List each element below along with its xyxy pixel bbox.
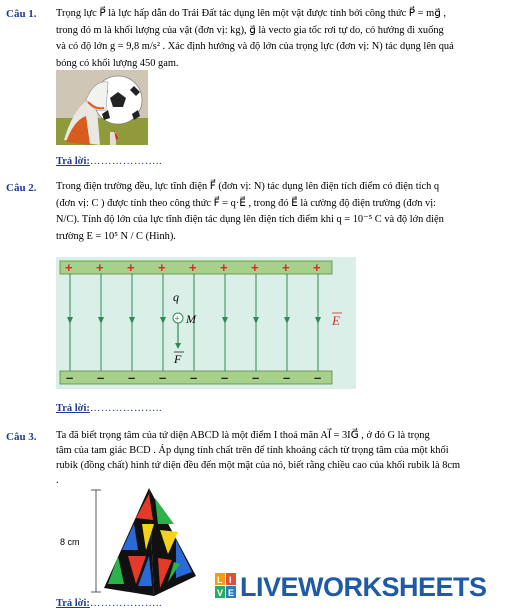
- question-2-line-4: trường E = 10⁵ N / C (Hình).: [56, 230, 176, 242]
- answer-label: Trả lời:: [56, 598, 90, 609]
- svg-text:V: V: [217, 588, 223, 598]
- liveworksheets-mark-icon: [215, 573, 237, 606]
- question-1-text: [56, 6, 518, 72]
- question-3-answer: [56, 598, 162, 609]
- svg-text:–: –: [66, 370, 74, 385]
- question-2-text: [56, 179, 518, 245]
- svg-text:+: +: [251, 260, 259, 275]
- question-2-line-1: Trong điện trường đều, lực tĩnh điện F⃗ (đơn vị: N) tác dụng lên điện tích điểm có điện tích q: [56, 181, 440, 192]
- height-label: 8 cm: [60, 537, 80, 547]
- answer-label: Trả lời:: [56, 156, 90, 167]
- question-2-line-2: (đơn vị: C ) được tính theo công thức F⃗ = q·E⃗ , trong đó E⃗ là cường độ điện trường (đơn vị:: [56, 197, 436, 209]
- electric-field-figure: [56, 257, 356, 389]
- svg-text:–: –: [97, 370, 105, 385]
- question-3-label: Câu 3.: [6, 431, 37, 443]
- svg-text:+: +: [220, 260, 228, 275]
- svg-text:–: –: [190, 370, 198, 385]
- goalkeeper-ball-photo: [56, 70, 148, 145]
- svg-text:+: +: [127, 260, 135, 275]
- svg-text:–: –: [314, 370, 322, 385]
- svg-text:–: –: [221, 370, 229, 385]
- question-3-line-1: Ta đã biết trọng tâm của tứ diện ABCD là một điểm I thoả mãn AI⃗ = 3IG⃗ , ở đó G là trọng: [56, 430, 430, 441]
- question-3-line-4: .: [56, 475, 59, 486]
- answer-blank[interactable]: ………………..: [89, 598, 163, 609]
- question-3-line-2: tâm của tam giác BCD . Áp dụng tính chất trên để tính khoảng cách từ trọng tâm của một khối: [56, 445, 449, 456]
- svg-text:+: +: [313, 260, 321, 275]
- svg-text:+: +: [282, 260, 290, 275]
- field-label: E: [332, 313, 340, 328]
- svg-text:–: –: [283, 370, 291, 385]
- charge-label: q: [173, 290, 179, 304]
- svg-text:+: +: [96, 260, 104, 275]
- question-1-line-3: và có độ lớn g = 9,8 m/s² . Xác định hướng và độ lớn của trọng lực (đơn vị: N) tác dụng lên quả: [56, 41, 454, 52]
- question-3-line-3: rubik (đồng chất) hình tứ diện đều đến một mặt của nó, biết rằng chiều cao của khối rubik là 8cm: [56, 460, 461, 471]
- svg-text:+: +: [189, 260, 197, 275]
- svg-text:–: –: [252, 370, 260, 385]
- answer-blank[interactable]: ………………..: [89, 403, 163, 414]
- question-2-line-3: N/C). Tính độ lớn của lực tĩnh điện tác dụng lên điện tích điểm khi q = 10⁻⁵ C và độ lớn điện: [56, 214, 444, 225]
- svg-text:+: +: [174, 313, 180, 324]
- svg-text:E: E: [228, 588, 234, 598]
- question-1-line-2: trong đó m là khối lượng của vật (đơn vị: kg), g⃗ là vecto gia tốc rơi tự do, có hướng đi xuống: [56, 24, 444, 36]
- force-label: F: [174, 352, 182, 366]
- svg-text:L: L: [217, 575, 222, 585]
- svg-text:+: +: [158, 260, 166, 275]
- point-label: M: [186, 312, 196, 326]
- question-1-label: Câu 1.: [6, 8, 37, 20]
- answer-label: Trả lời:: [56, 403, 90, 414]
- rubik-pyramid-image: [56, 480, 206, 598]
- question-2-answer: [56, 403, 162, 414]
- svg-text:–: –: [159, 370, 167, 385]
- liveworksheets-logo: [215, 572, 487, 606]
- question-1-line-1: Trọng lực P⃗ là lực hấp dẫn do Trái Đất tác dụng lên một vật được tính bởi công thức P⃗ = mg⃗ ,: [56, 8, 446, 19]
- svg-text:I: I: [229, 575, 232, 585]
- question-2-label: Câu 2.: [6, 182, 37, 194]
- brand-text: LIVEWORKSHEETS: [240, 572, 487, 602]
- question-1-answer: [56, 156, 162, 167]
- svg-text:–: –: [128, 370, 136, 385]
- question-3-text: [56, 428, 518, 488]
- question-1-line-4: bóng có khối lượng 450 gam.: [56, 57, 179, 69]
- svg-text:+: +: [65, 260, 73, 275]
- answer-blank[interactable]: ………………..: [89, 156, 163, 167]
